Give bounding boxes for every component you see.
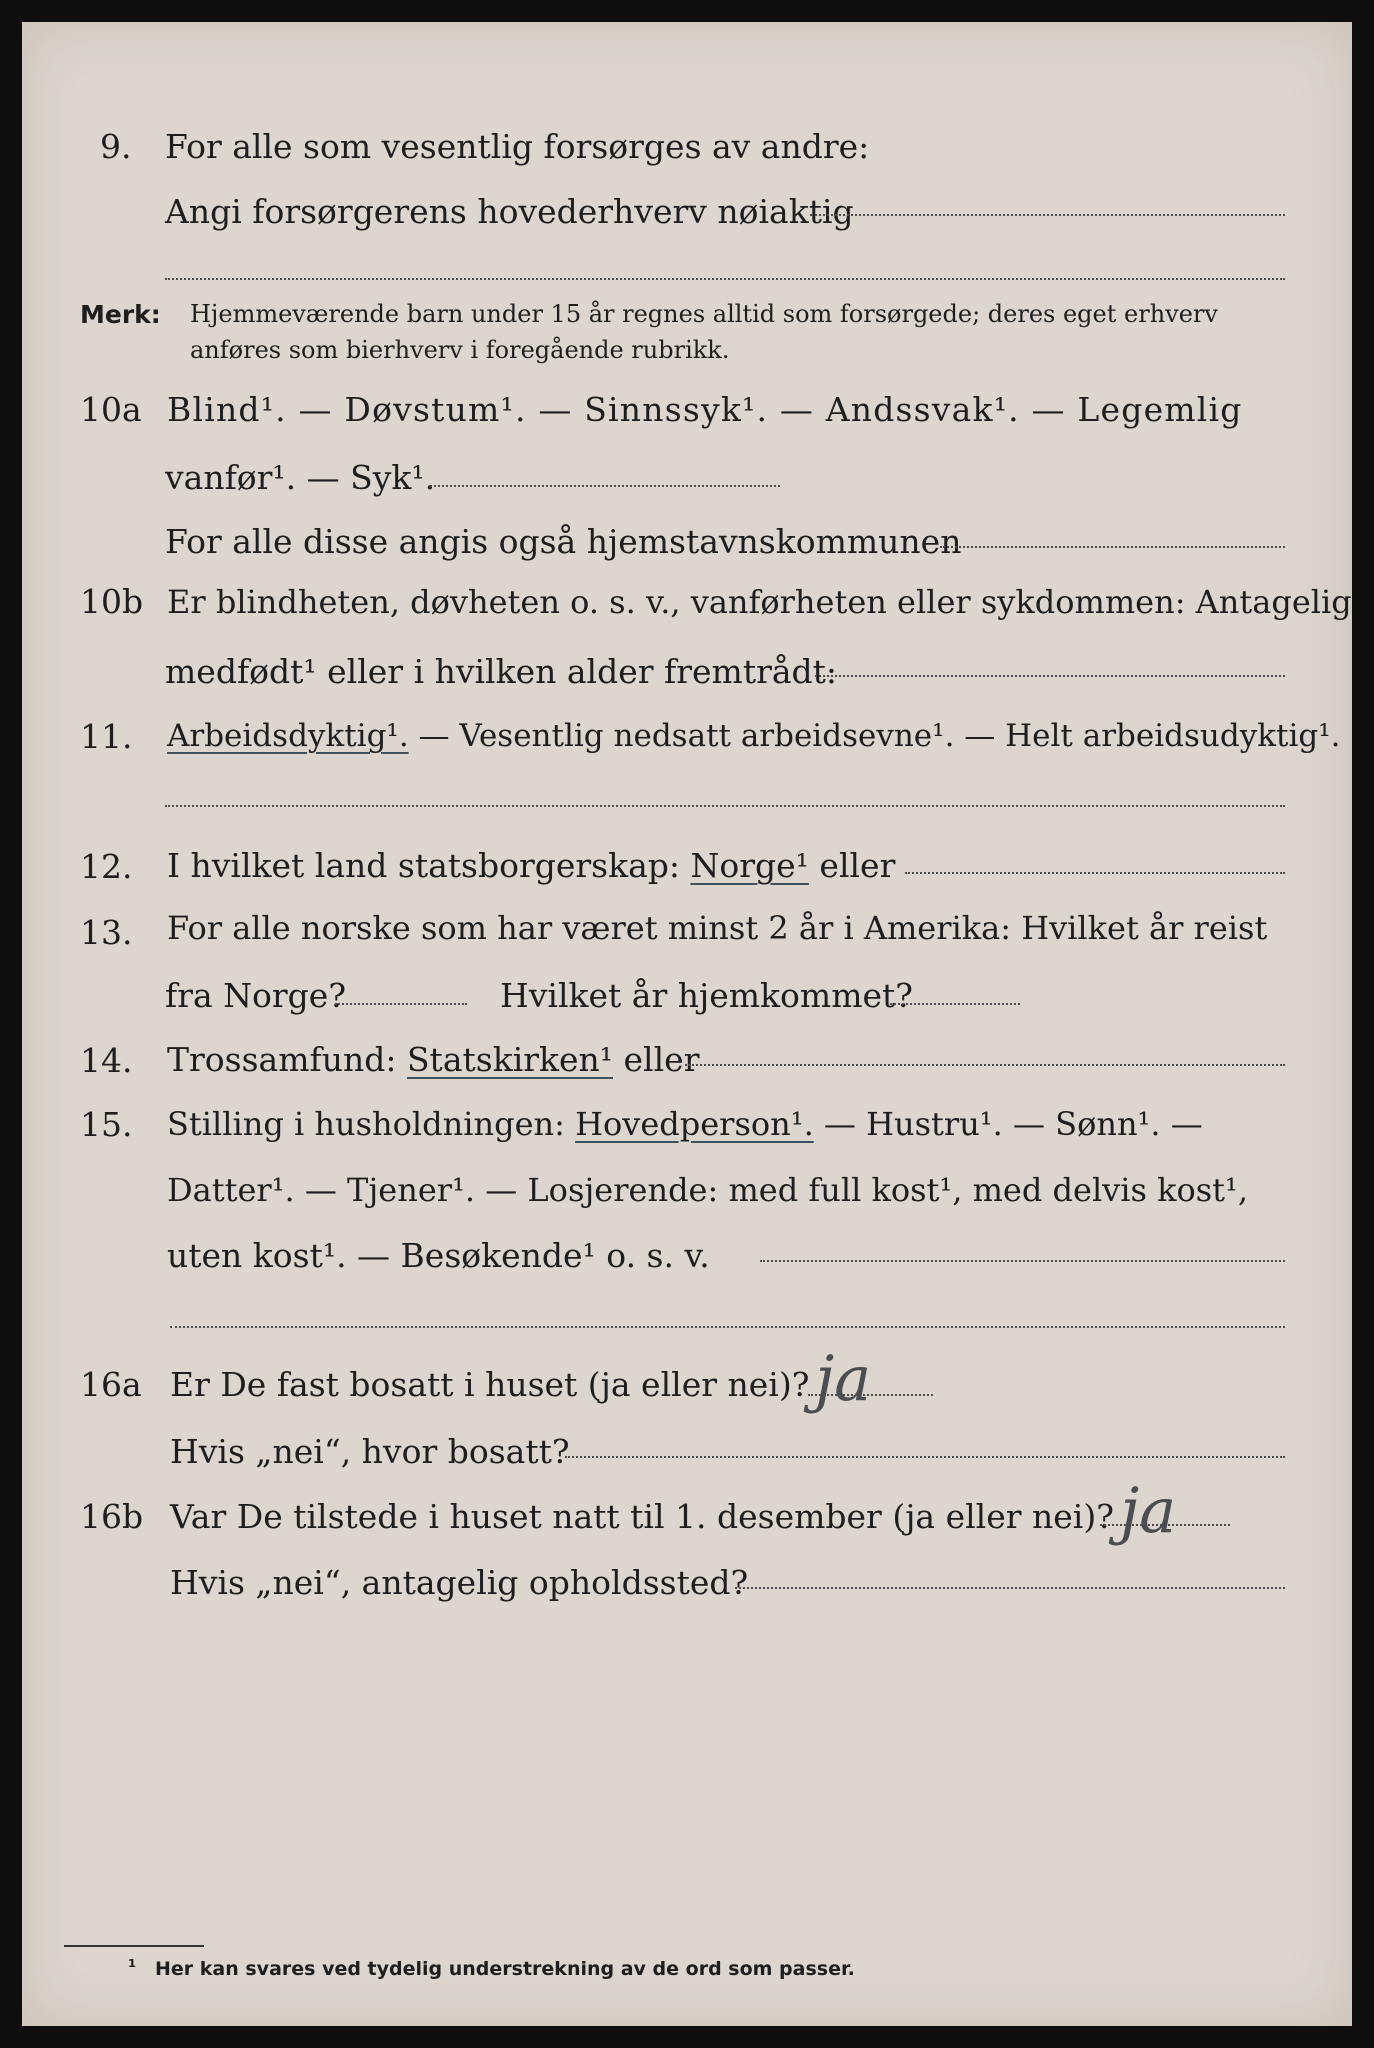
q16a-handwritten-answer: ja	[815, 1342, 872, 1415]
q14-answer-line	[685, 1064, 1285, 1066]
merk-text-2: anføres som bierhverv i foregående rubrikk.	[190, 336, 730, 364]
q15-after: — Hustru¹. — Sønn¹. —	[813, 1105, 1203, 1143]
q14-after: eller	[613, 1040, 700, 1079]
q13-line-2b: Hvilket år hjemkommet?	[500, 976, 913, 1015]
q12-marked-answer: Norge¹	[690, 846, 809, 885]
footnote-rule	[64, 1945, 204, 1947]
q10b-number: 10b	[80, 582, 144, 621]
q9-question: For alle som vesentlig forsørges av andre:	[165, 127, 870, 166]
q15-answer-line	[760, 1260, 1285, 1262]
q14-line	[167, 1040, 699, 1080]
q13-line-1: For alle norske som har været minst 2 år i Amerika: Hvilket år reist	[167, 909, 1268, 947]
q11-line	[167, 716, 1341, 756]
q12-answer-line	[905, 872, 1285, 874]
footnote-marker: ¹	[128, 1956, 137, 1978]
q12-line	[167, 846, 895, 886]
q9-answer-line	[810, 214, 1285, 216]
q13-number: 13.	[80, 913, 133, 952]
q10a-hometown-line	[940, 546, 1285, 548]
q13-returned-line	[890, 1003, 1020, 1005]
q9-prompt: Angi forsørgerens hovederhverv nøiaktig	[165, 192, 854, 231]
q16a-followup-line	[565, 1456, 1285, 1458]
q9-answer-line-2	[165, 278, 1285, 280]
q9-number: 9.	[100, 127, 132, 166]
q15-question: Stilling i husholdningen:	[167, 1105, 576, 1143]
q15-line-3: uten kost¹. — Besøkende¹ o. s. v.	[167, 1236, 710, 1275]
q16b-question: Var De tilstede i huset natt til 1. desember (ja eller nei)?	[170, 1497, 1114, 1536]
q16b-followup-line	[735, 1587, 1285, 1589]
q10a-line-3: For alle disse angis også hjemstavnskommunen	[165, 522, 962, 561]
q15-answer-line-2	[170, 1326, 1285, 1328]
q10a-number: 10a	[80, 390, 142, 429]
q14-number: 14.	[80, 1041, 133, 1080]
q11-rest: — Vesentlig nedsatt arbeidsevne¹. — Helt arbeidsudyktig¹.	[408, 718, 1341, 754]
q10b-answer-line	[815, 675, 1285, 677]
q14-question: Trossamfund:	[167, 1040, 407, 1079]
q11-answer-line	[165, 805, 1285, 807]
q16b-number: 16b	[80, 1497, 144, 1536]
q15-marked-answer: Hovedperson¹.	[575, 1105, 814, 1143]
q10a-line-1: Blind¹. — Døvstum¹. — Sinnssyk¹. — Andssvak¹. — Legemlig	[167, 390, 1243, 429]
footnote-text: Her kan svares ved tydelig understrekning av de ord som passer.	[155, 1958, 855, 1980]
q16a-answer-line	[808, 1394, 933, 1396]
merk-label: Merk:	[80, 300, 161, 329]
q11-number: 11.	[80, 717, 133, 756]
q13-line-2a: fra Norge?	[165, 976, 347, 1015]
q15-line-2: Datter¹. — Tjener¹. — Losjerende: med full kost¹, med delvis kost¹,	[167, 1171, 1249, 1209]
q10b-line-2: medfødt¹ eller i hvilken alder fremtrådt:	[165, 652, 838, 691]
q16b-followup: Hvis „nei“, antagelig opholdssted?	[170, 1563, 749, 1602]
q16b-handwritten-answer: ja	[1120, 1474, 1177, 1547]
q16b-answer-line	[1100, 1524, 1230, 1526]
q12-question: I hvilket land statsborgerskap:	[167, 846, 691, 885]
q13-left-norway-line	[335, 1003, 467, 1005]
q12-after: eller	[808, 846, 896, 885]
q11-marked-answer: Arbeidsdyktig¹.	[167, 718, 409, 754]
q16a-question: Er De fast bosatt i huset (ja eller nei)?	[170, 1365, 810, 1404]
q15-line-1	[167, 1104, 1203, 1144]
q16a-followup: Hvis „nei“, hvor bosatt?	[170, 1432, 570, 1471]
merk-text-1: Hjemmeværende barn under 15 år regnes alltid som forsørgede; deres eget erhverv	[190, 300, 1218, 328]
q10a-answer-line	[430, 485, 780, 487]
q15-number: 15.	[80, 1105, 133, 1144]
q14-marked-answer: Statskirken¹	[406, 1040, 614, 1079]
q12-number: 12.	[80, 847, 133, 886]
q10b-line-1: Er blindheten, døvheten o. s. v., vanførheten eller sykdommen: Antagelig	[167, 583, 1352, 621]
q16a-number: 16a	[80, 1365, 142, 1404]
q10a-line-2: vanfør¹. — Syk¹.	[165, 458, 436, 497]
